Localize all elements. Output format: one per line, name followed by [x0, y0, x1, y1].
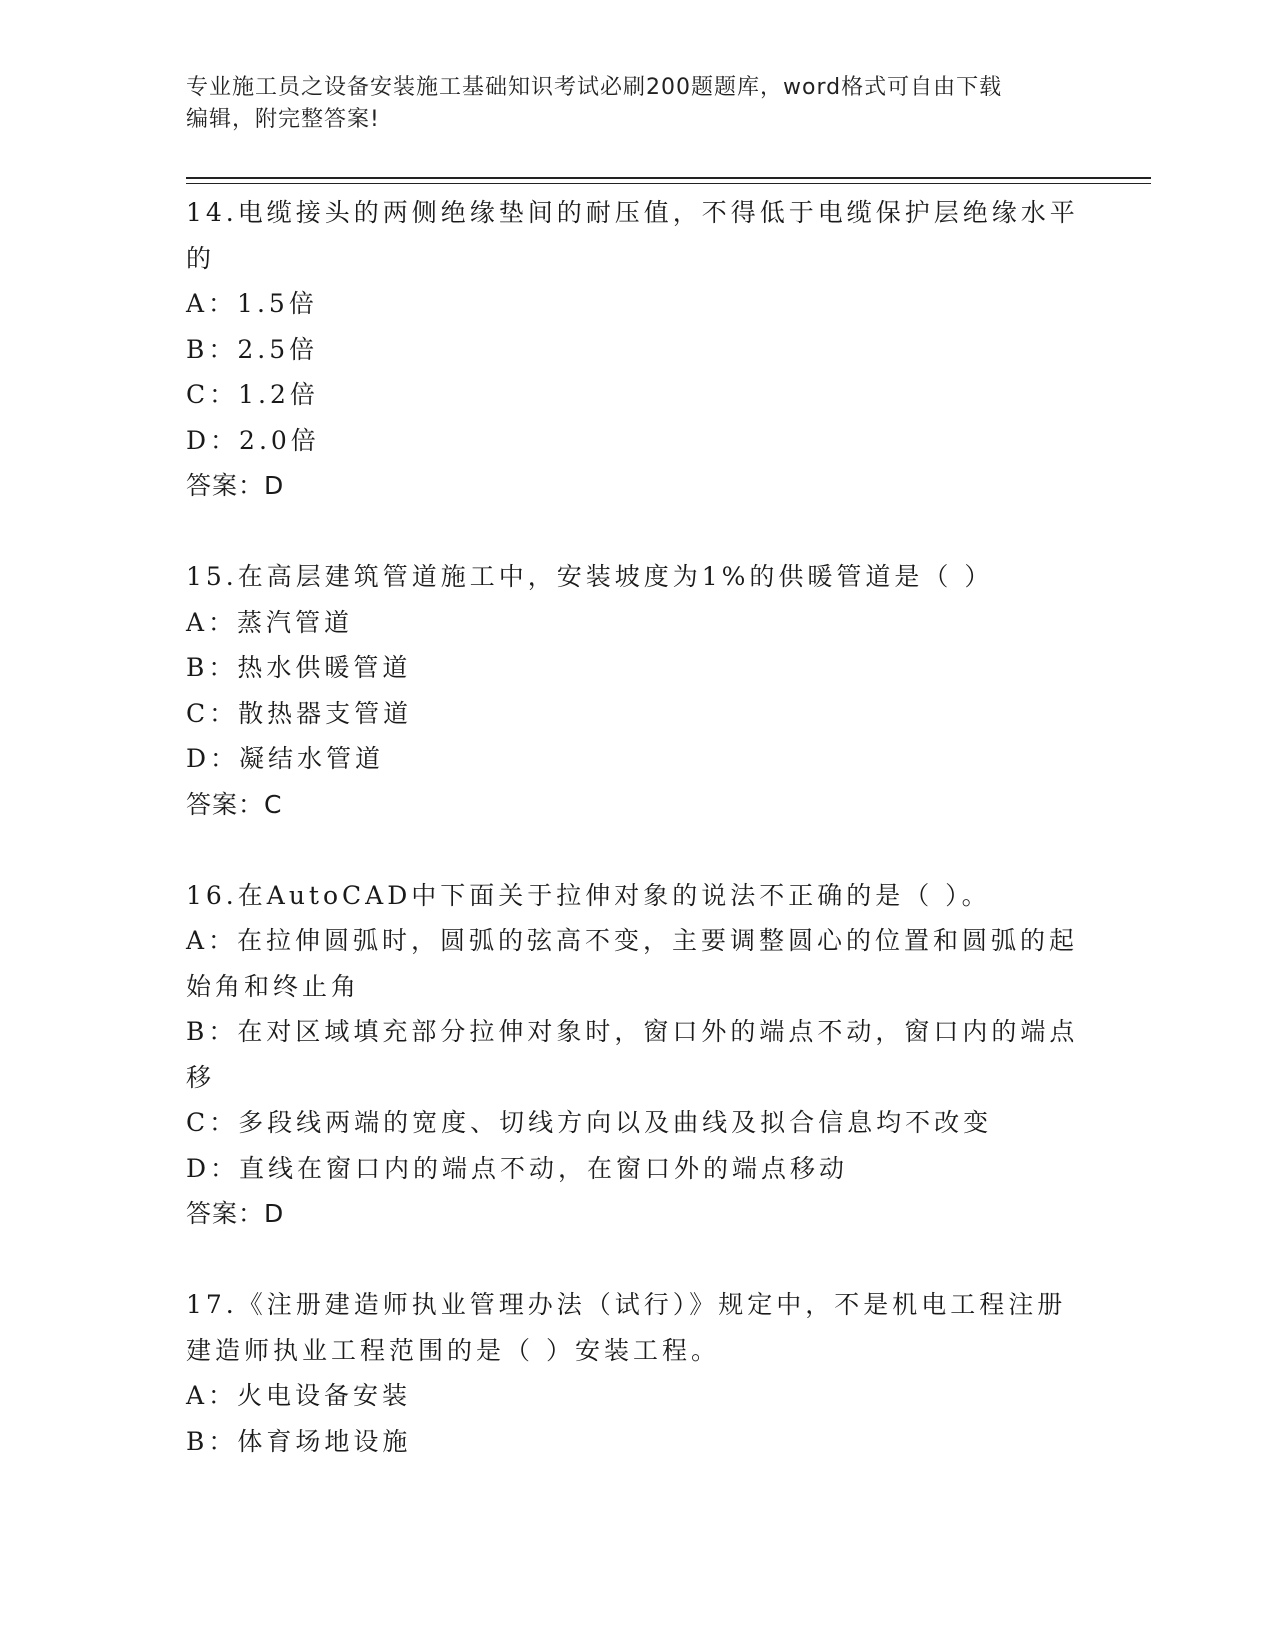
header-line-2: 编辑，附完整答案!: [186, 107, 380, 132]
option-b: B：2.5倍: [186, 334, 319, 364]
header-line-1: 专业施工员之设备安装施工基础知识考试必刷200题题库，word格式可自由下载: [186, 75, 1003, 100]
option-b: B：在对区域填充部分拉伸对象时，窗口外的端点不动，窗口内的端点: [186, 1017, 1079, 1046]
answer-line: 答案：D: [186, 1199, 285, 1228]
option-a-continued: 始角和终止角: [186, 971, 361, 1001]
question-stem-line: 16.在AutoCAD中下面关于拉伸对象的说法不正确的是（ ）。: [186, 880, 991, 910]
header-divider-thin: [186, 183, 1151, 184]
question-14: [186, 190, 1086, 509]
question-stem-line: 建造师执业工程范围的是（ ）安装工程。: [186, 1335, 720, 1365]
option-b: B：热水供暖管道: [186, 653, 412, 682]
option-c: C：1.2倍: [186, 380, 319, 409]
option-b: B：体育场地设施: [186, 1426, 412, 1456]
answer-line: 答案：D: [186, 471, 285, 500]
option-a: A：蒸汽管道: [186, 607, 354, 637]
question-list: [186, 190, 1086, 1464]
option-b-continued: 移: [186, 1062, 216, 1092]
question-16: [186, 873, 1086, 1237]
option-a: A：1.5倍: [186, 289, 318, 318]
answer-line: 答案：C: [186, 789, 283, 819]
question-spacer: [186, 827, 1086, 873]
option-d: D：2.0倍: [186, 425, 320, 455]
document-header: [186, 72, 1086, 136]
question-spacer: [186, 509, 1086, 555]
question-stem-line: 17.《注册建造师执业管理办法（试行）》规定中，不是机电工程注册: [186, 1290, 1067, 1319]
question-stem-line: 15.在高层建筑管道施工中，安装坡度为1%的供暖管道是（ ）: [186, 562, 994, 591]
header-divider-thick: [186, 177, 1151, 179]
question-stem-line: 的: [186, 243, 216, 273]
question-stem-line: 14.电缆接头的两侧绝缘垫间的耐压值，不得低于电缆保护层绝缘水平: [186, 198, 1079, 227]
question-17: [186, 1282, 1086, 1464]
option-c: C：多段线两端的宽度、切线方向以及曲线及拟合信息均不改变: [186, 1108, 993, 1137]
option-d: D：直线在窗口内的端点不动，在窗口外的端点移动: [186, 1153, 849, 1183]
option-a: A：火电设备安装: [186, 1381, 412, 1410]
question-15: [186, 554, 1086, 827]
option-d: D：凝结水管道: [186, 744, 385, 773]
question-spacer: [186, 1237, 1086, 1283]
option-a: A：在拉伸圆弧时，圆弧的弦高不变，主要调整圆心的位置和圆弧的起: [186, 926, 1079, 955]
option-c: C：散热器支管道: [186, 698, 413, 728]
